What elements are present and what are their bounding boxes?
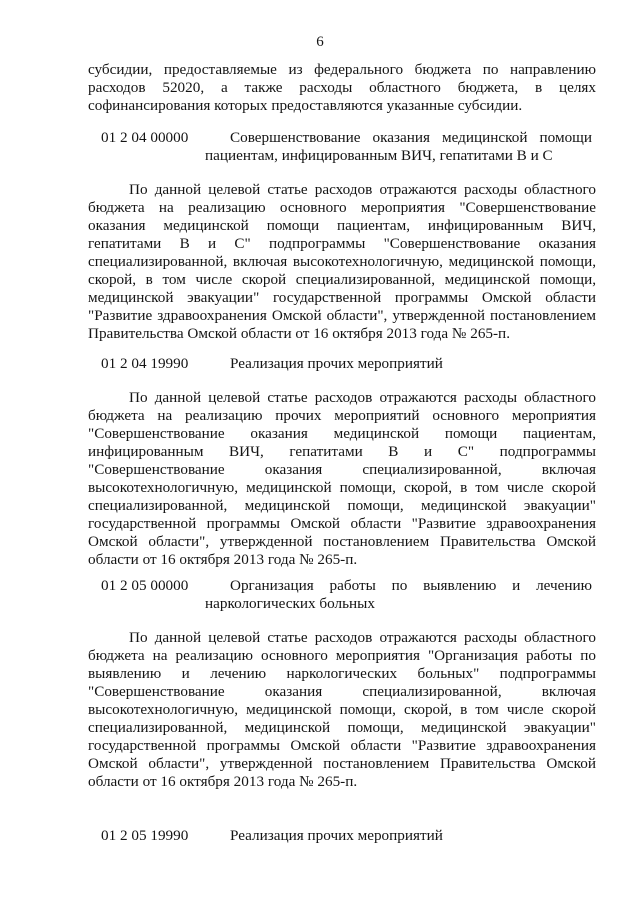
body-line: Омской области", утвержденной постановлением Правительства Омской — [88, 755, 596, 772]
body-line: гепатитами В и С" подпрограммы "Совершенствование оказания — [88, 235, 596, 252]
section-title-line: наркологических больных — [205, 595, 375, 612]
body-line: высокотехнологичную, медицинской помощи, скорой, в том числе скорой — [88, 701, 596, 718]
body-line: "Совершенствование оказания специализированной, включая — [88, 461, 596, 478]
section-code: 01 2 05 19990 — [101, 827, 189, 844]
body-line: инфицированным ВИЧ, гепатитами В и С" подпрограммы — [88, 443, 596, 460]
section-title-line: Совершенствование оказания медицинской помощи — [230, 129, 592, 146]
body-line: выявлению и лечению наркологических больных" подпрограммы — [88, 665, 596, 682]
section-code: 01 2 04 19990 — [101, 355, 189, 372]
body-line: "Совершенствование оказания специализированной, включая — [88, 683, 596, 700]
body-line: Омской области", утвержденной постановлением Правительства Омской — [88, 533, 596, 550]
body-line: специализированной, медицинской помощи, медицинской эвакуации" — [88, 719, 596, 736]
body-line: По данной целевой статье расходов отражаются расходы областного — [129, 629, 596, 646]
body-line: медицинской эвакуации" государственной программы Омской области — [88, 289, 596, 306]
intro-line: софинансирования которых предоставляются указанные субсидии. — [88, 97, 523, 114]
body-line: "Совершенствование оказания медицинской помощи пациентам, — [88, 425, 596, 442]
body-line: По данной целевой статье расходов отражаются расходы областного — [129, 181, 596, 198]
intro-line: субсидии, предоставляемые из федерального бюджета по направлению — [88, 61, 596, 78]
section-title-line: Организация работы по выявлению и лечению — [230, 577, 592, 594]
body-line: бюджета на реализацию основного мероприятия "Совершенствование — [88, 199, 596, 216]
body-line: области от 16 октября 2013 года № 265-п. — [88, 773, 358, 790]
section-code: 01 2 04 00000 — [101, 129, 189, 146]
section-code: 01 2 05 00000 — [101, 577, 189, 594]
page-number: 6 — [316, 34, 324, 50]
body-line: высокотехнологичную, медицинской помощи, скорой, в том числе скорой — [88, 479, 596, 496]
intro-line: расходов 52020, а также расходы областного бюджета, в целях — [88, 79, 596, 96]
body-line: оказания медицинской помощи пациентам, инфицированным ВИЧ, — [88, 217, 596, 234]
body-line: бюджета на реализацию основного мероприятия "Организация работы по — [88, 647, 596, 664]
body-line: скорой, в том числе скорой специализированной, медицинской помощи, — [88, 271, 596, 288]
body-line: По данной целевой статье расходов отражаются расходы областного — [129, 389, 596, 406]
body-line: государственной программы Омской области "Развитие здравоохранения — [88, 515, 596, 532]
body-line: бюджета на реализацию прочих мероприятий основного мероприятия — [88, 407, 596, 424]
body-line: государственной программы Омской области "Развитие здравоохранения — [88, 737, 596, 754]
body-line: специализированной, включая высокотехнологичную, медицинской помощи, — [88, 253, 596, 270]
body-line: "Развитие здравоохранения Омской области", утвержденной постановлением — [88, 307, 596, 324]
section-title-line: пациентам, инфицированным ВИЧ, гепатитами В и С — [205, 147, 553, 164]
section-title-line: Реализация прочих мероприятий — [230, 355, 443, 372]
section-title-line: Реализация прочих мероприятий — [230, 827, 443, 844]
body-line: области от 16 октября 2013 года № 265-п. — [88, 551, 358, 568]
body-line: Правительства Омской области от 16 октября 2013 года № 265-п. — [88, 325, 510, 342]
body-line: специализированной, медицинской помощи, медицинской эвакуации" — [88, 497, 596, 514]
